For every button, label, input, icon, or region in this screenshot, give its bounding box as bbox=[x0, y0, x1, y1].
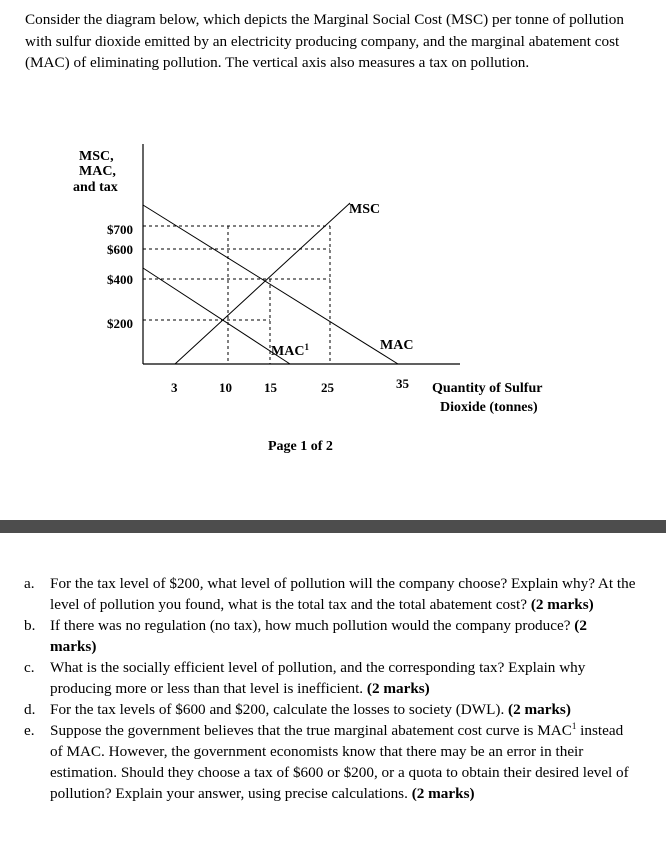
question-text: If there was no regulation (no tax), how much pollution would the company produce? bbox=[50, 617, 575, 634]
y-tick-700: $700 bbox=[107, 222, 133, 237]
question-label: c. bbox=[24, 659, 35, 676]
question-marks: (2 marks) bbox=[50, 617, 587, 655]
question-marks: (2 marks) bbox=[530, 596, 594, 613]
intro-paragraph: Consider the diagram below, which depicts the Marginal Social Cost (MSC) per tonne of pollution with sulfur dioxide emitted by an electricity producing company, and the marginal abatement cost (MAC) of eliminating pollution. The vertical axis also measures a tax on pollution. bbox=[25, 11, 624, 71]
x-axis-label-line-1: Quantity of Sulfur bbox=[432, 381, 543, 396]
question-marks: (2 marks) bbox=[366, 680, 430, 697]
question-d bbox=[24, 699, 636, 720]
y-tick-400: $400 bbox=[107, 272, 133, 287]
y-tick-200: $200 bbox=[107, 316, 133, 331]
question-label: e. bbox=[24, 722, 35, 739]
question-a bbox=[24, 573, 636, 615]
msc-curve-label: MSC bbox=[349, 202, 381, 217]
question-b bbox=[24, 615, 636, 657]
x-tick-35: 35 bbox=[396, 376, 409, 391]
question-list bbox=[24, 573, 636, 804]
msc-curve bbox=[175, 203, 350, 364]
y-axis-label-line-2: MAC, bbox=[79, 164, 116, 179]
x-tick-15: 15 bbox=[264, 380, 277, 395]
page-number: Page 1 of 2 bbox=[268, 439, 333, 454]
question-label: b. bbox=[24, 617, 36, 634]
question-text: For the tax levels of $600 and $200, calculate the losses to society (DWL). bbox=[50, 701, 509, 718]
question-c bbox=[24, 657, 636, 699]
x-tick-25: 25 bbox=[321, 380, 334, 395]
x-tick-10: 10 bbox=[219, 380, 232, 395]
question-e bbox=[24, 720, 636, 804]
x-tick-3: 3 bbox=[171, 380, 178, 395]
question-marks: (2 marks) bbox=[411, 785, 475, 802]
question-text: Suppose the government believes that the true marginal abatement cost curve is MAC bbox=[50, 722, 572, 739]
mac1-superscript: 1 bbox=[571, 720, 577, 731]
y-tick-600: $600 bbox=[107, 242, 133, 257]
question-text: What is the socially efficient level of pollution, and the corresponding tax? Explain why producing more or less than that level is inefficient. bbox=[50, 659, 586, 697]
question-marks: (2 marks) bbox=[508, 701, 571, 718]
question-text: For the tax level of $200, what level of pollution will the company choose? Explain why? At the level of pollution you found, what is the total tax and the total abatement cost? bbox=[50, 575, 636, 613]
x-axis-label-line-2: Dioxide (tonnes) bbox=[440, 400, 538, 415]
page-divider bbox=[0, 520, 666, 533]
question-label: d. bbox=[24, 701, 36, 718]
y-axis-label-line-1: MSC, bbox=[79, 149, 114, 164]
question-text-continued: instead of MAC. However, the government economists know that there may be an error in their estimation. Should they choose a tax of $600 or $200, or a quota to obtain their desired level of pollution? Explain your answer, using precise calculations. bbox=[50, 722, 629, 802]
y-axis-label-line-3: and tax bbox=[73, 180, 118, 195]
question-label: a. bbox=[24, 575, 35, 592]
mac-curve-label: MAC bbox=[380, 338, 414, 353]
mac1-curve-label: MAC$^1$ bbox=[271, 342, 309, 359]
